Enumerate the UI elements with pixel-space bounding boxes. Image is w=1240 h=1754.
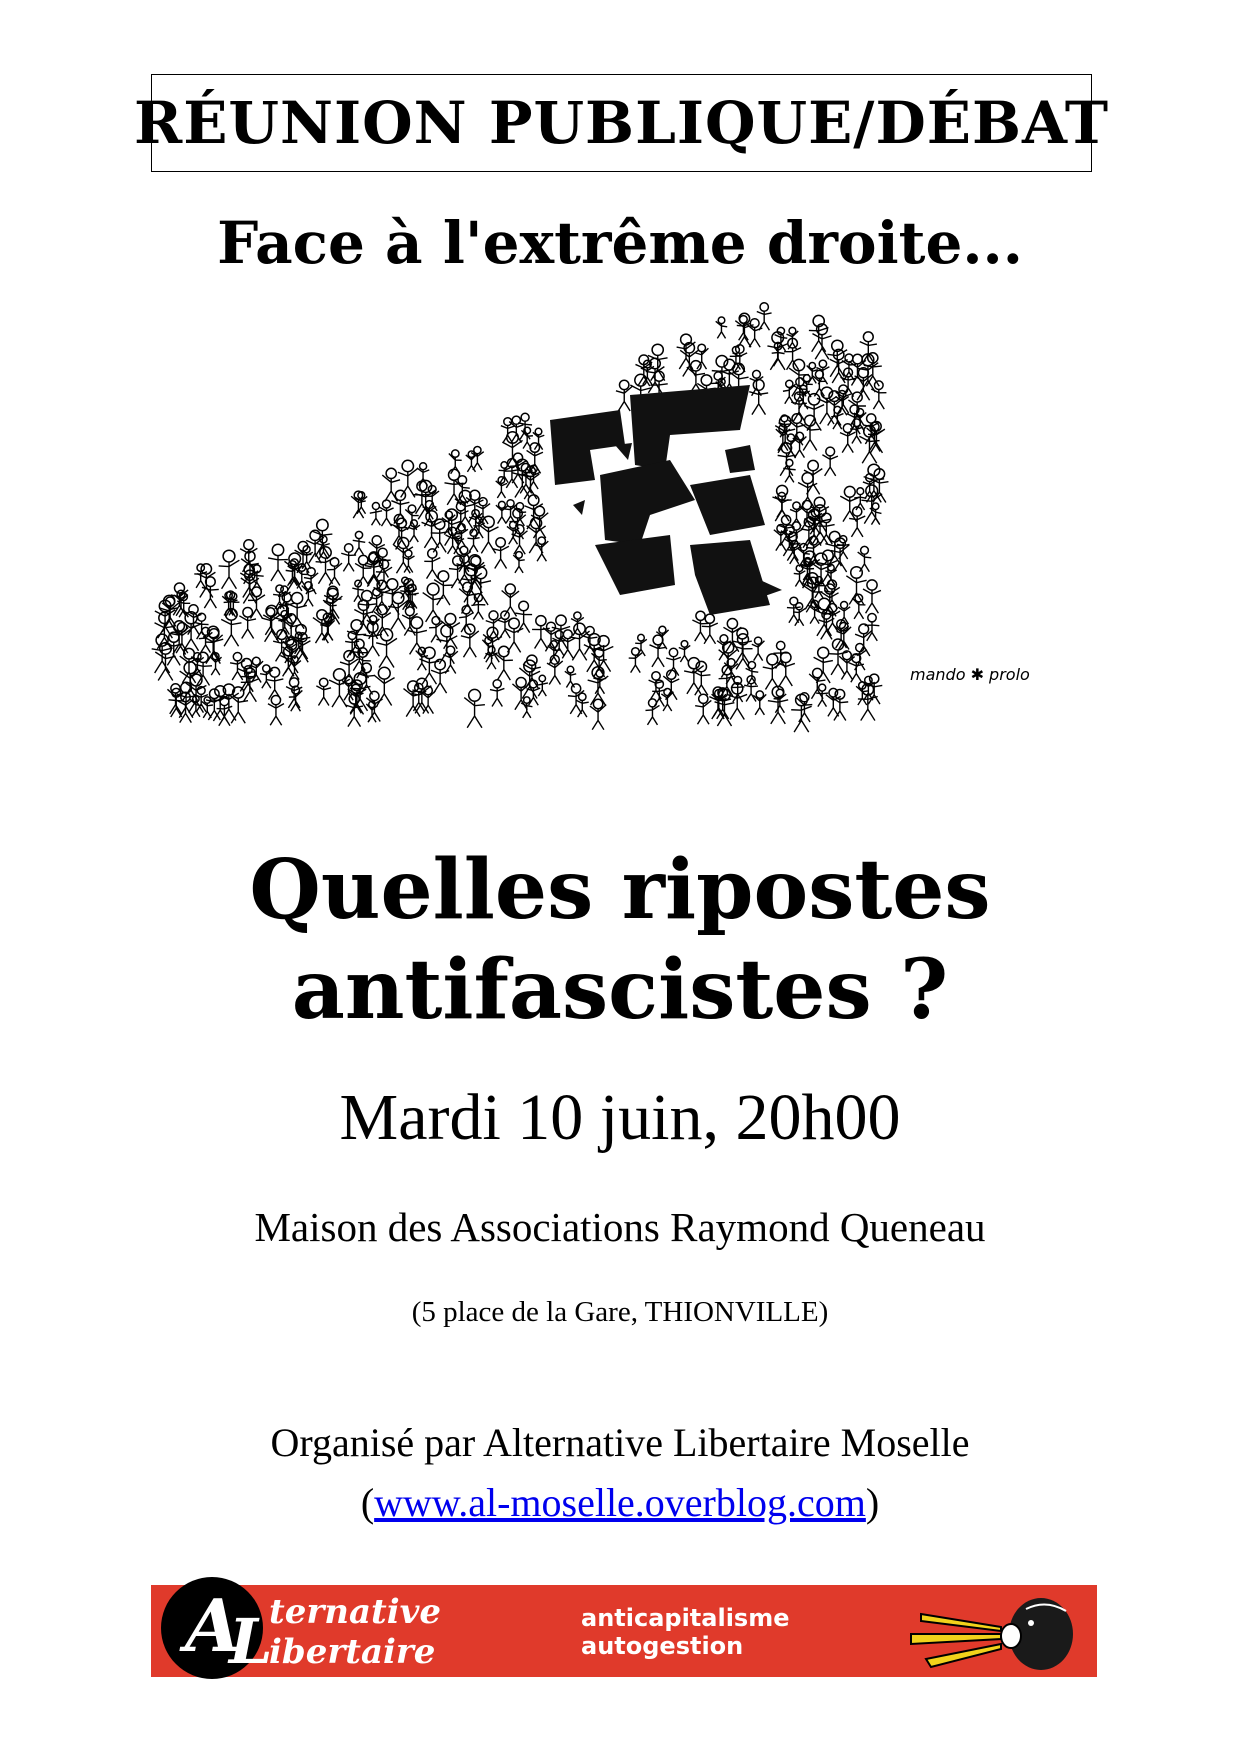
- website-open-paren: (: [360, 1480, 375, 1525]
- logo-word-ternative: ternative: [269, 1592, 442, 1632]
- website-link[interactable]: www.al-moselle.overblog.com: [374, 1480, 866, 1525]
- main-title-line1: Quelles ripostes: [249, 842, 991, 938]
- event-date: Mardi 10 juin, 20h00: [339, 1081, 901, 1154]
- crowd-illustration: [150, 285, 1100, 785]
- footer-banner: [151, 1585, 1097, 1677]
- event-venue: Maison des Associations Raymond Queneau: [254, 1204, 986, 1250]
- header-box: [134, 74, 1110, 172]
- organizer-prefix: Organisé par: [270, 1420, 476, 1465]
- logo-letter-a: A: [185, 1583, 241, 1668]
- crowd-icon: [152, 303, 889, 732]
- website-close-paren: ): [865, 1480, 880, 1525]
- slogan-autogestion: autogestion: [581, 1632, 744, 1660]
- organizer-name: Alternative Libertaire Moselle: [483, 1420, 970, 1465]
- logo-word-ibertaire: ibertaire: [269, 1632, 436, 1672]
- main-title: [0, 840, 1240, 1040]
- main-title-line2: antifascistes ?: [291, 942, 949, 1038]
- subtitle: Face à l'extrême droite...: [217, 209, 1023, 277]
- slogan-anticapitalisme: anticapitalisme: [581, 1604, 790, 1632]
- website-line: [0, 1480, 1240, 1526]
- shouting-person-megaphone-icon: [891, 1589, 1091, 1675]
- event-address: (5 place de la Gare, THIONVILLE): [411, 1296, 829, 1328]
- broken-swastika-icon: [550, 385, 782, 615]
- organizer-line: [0, 1420, 1240, 1466]
- logo-letter-l: L: [229, 1605, 273, 1678]
- illustration-signature: mando ✱ prolo: [910, 665, 1030, 684]
- header-title: RÉUNION PUBLIQUE/DÉBAT: [134, 89, 1110, 157]
